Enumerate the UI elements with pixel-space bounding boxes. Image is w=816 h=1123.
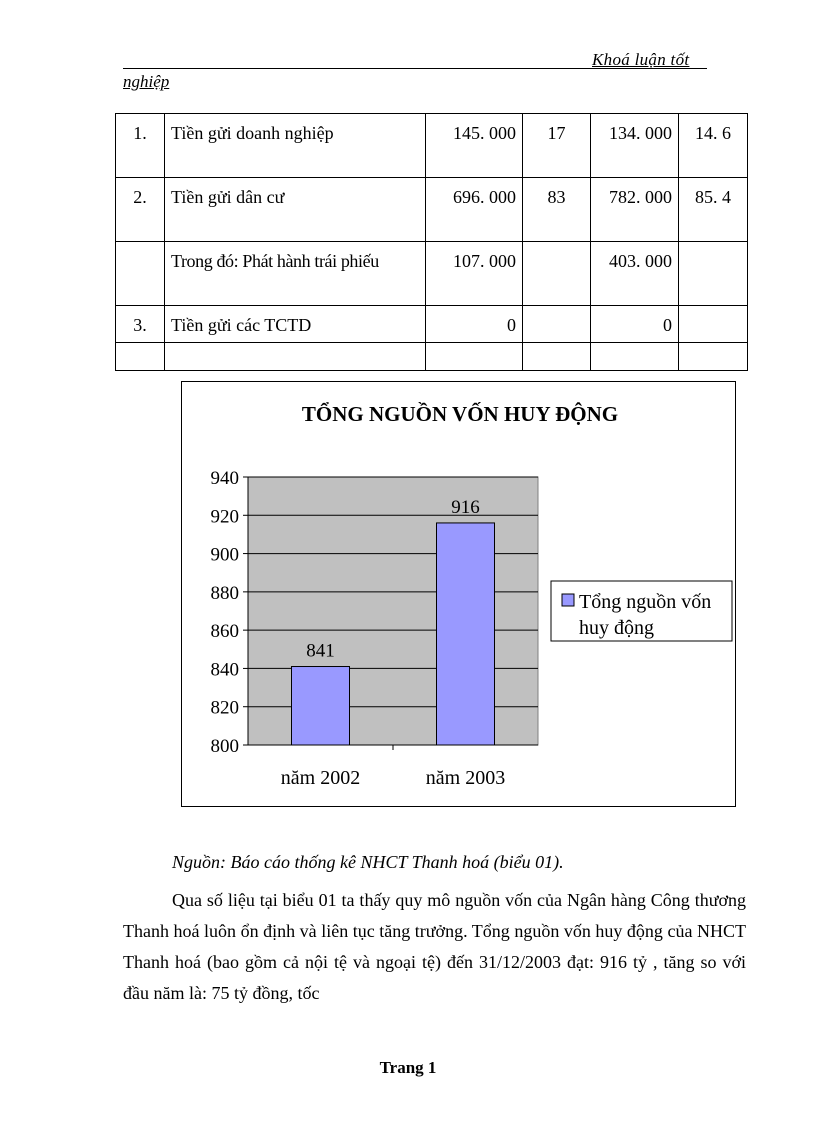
page-footer: Trang 1 — [379, 1058, 437, 1077]
row-number: 2. — [116, 178, 165, 242]
row-name: Tiền gửi dân cư — [165, 178, 426, 242]
bar-data-label: 841 — [306, 640, 335, 662]
bar-data-label: 916 — [451, 496, 480, 518]
row-percent-2002: 17 — [523, 114, 591, 178]
row-percent-2003 — [679, 242, 748, 306]
bar — [292, 667, 350, 745]
x-tick-label: năm 2002 — [280, 767, 361, 789]
row-value-2002: 696. 000 — [426, 178, 523, 242]
legend-label-line2: huy động — [579, 617, 654, 639]
row-name — [165, 343, 426, 371]
x-tick-label: năm 2003 — [425, 767, 506, 789]
row-name: Tiền gửi doanh nghiệp — [165, 114, 426, 178]
y-tick-label: 920 — [210, 506, 239, 528]
legend-swatch — [562, 594, 574, 606]
table-row — [116, 306, 748, 343]
row-number: 3. — [116, 306, 165, 343]
chart-frame — [181, 381, 736, 807]
row-value-2002 — [426, 343, 523, 371]
y-tick-label: 880 — [210, 582, 239, 604]
y-tick-label: 800 — [210, 736, 239, 757]
header-rule — [123, 68, 707, 69]
body-paragraph — [123, 885, 746, 1009]
row-value-2003: 403. 000 — [591, 242, 679, 306]
table-row — [116, 242, 748, 306]
table-row — [116, 178, 748, 242]
row-percent-2002 — [523, 343, 591, 371]
row-number — [116, 343, 165, 371]
row-name: Tiền gửi các TCTD — [165, 306, 426, 343]
header-title-right: Khoá luận tốt — [592, 50, 690, 69]
row-number — [116, 242, 165, 306]
row-percent-2002: 83 — [523, 178, 591, 242]
bar — [437, 523, 495, 745]
row-value-2003: 134. 000 — [591, 114, 679, 178]
bar-chart — [182, 382, 735, 806]
row-percent-2003: 85. 4 — [679, 178, 748, 242]
chart-title: TỔNG NGUỒN VỐN HUY ĐỘNG — [301, 402, 619, 426]
row-value-2002: 0 — [426, 306, 523, 343]
source-note: Nguồn: Báo cáo thống kê NHCT Thanh hoá (biểu 01). — [172, 852, 564, 872]
row-value-2003: 782. 000 — [591, 178, 679, 242]
row-percent-2003 — [679, 343, 748, 371]
row-percent-2003 — [679, 306, 748, 343]
row-percent-2002 — [523, 306, 591, 343]
legend-label-line1: Tổng nguồn vốn — [579, 591, 712, 613]
table-row — [116, 343, 748, 371]
row-value-2003 — [591, 343, 679, 371]
y-tick-label: 940 — [210, 468, 239, 489]
y-tick-label: 900 — [210, 544, 239, 566]
header-title-left: nghiệp — [123, 72, 170, 91]
row-percent-2002 — [523, 242, 591, 306]
paragraph-text: Qua số liệu tại biểu 01 ta thấy quy mô nguồn vốn của Ngân hàng Công thương Thanh hoá luôn ổn định và liên tục tăng trưởng. Tổng nguồn vốn huy động của NHCT Thanh hoá (bao gồm cả nội tệ và ngoại tệ) đến 31/12/2003 đạt: 916 tỷ , tăng so với đầu năm là: 75 tỷ đồng, tốc — [123, 890, 746, 1003]
row-percent-2003: 14. 6 — [679, 114, 748, 178]
row-number: 1. — [116, 114, 165, 178]
row-name: Trong đó: Phát hành trái phiếu — [165, 242, 426, 306]
y-tick-label: 840 — [210, 659, 239, 681]
row-value-2002: 107. 000 — [426, 242, 523, 306]
y-tick-label: 820 — [210, 697, 239, 719]
row-value-2002: 145. 000 — [426, 114, 523, 178]
row-value-2003: 0 — [591, 306, 679, 343]
table-row — [116, 114, 748, 178]
y-tick-label: 860 — [210, 621, 239, 643]
deposit-table — [115, 113, 748, 371]
